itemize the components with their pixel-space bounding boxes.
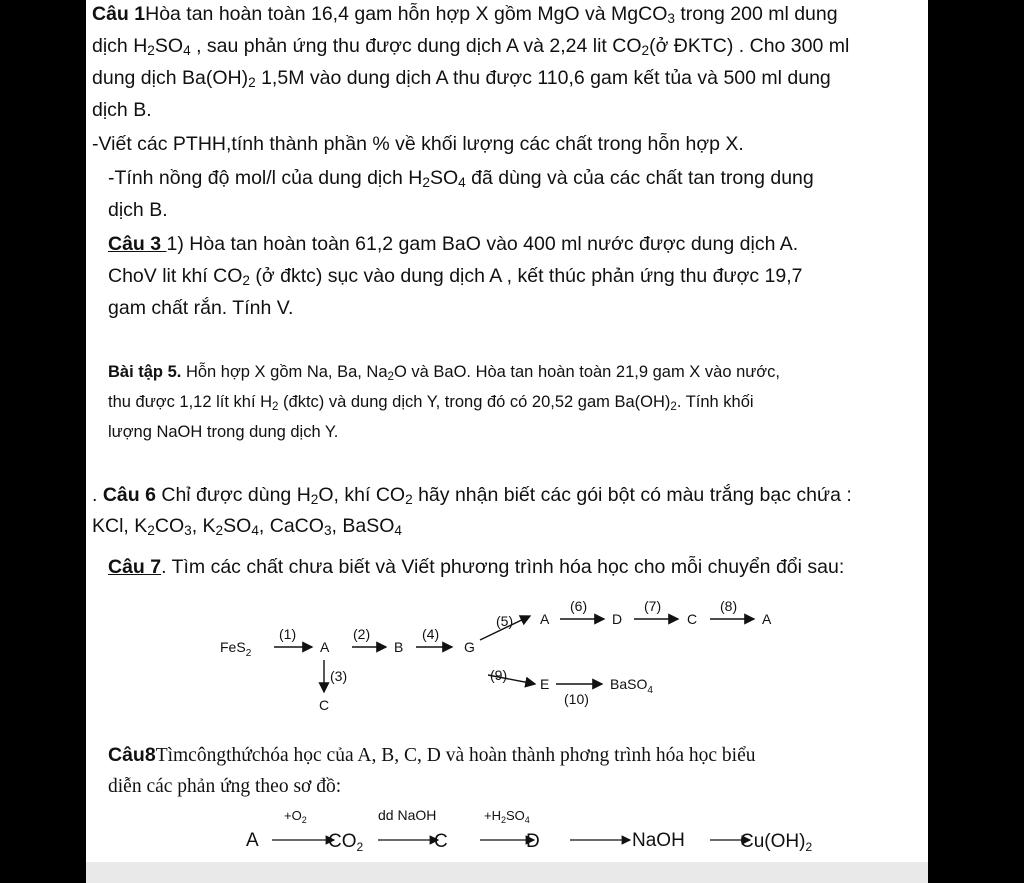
node-cuoh2: $Cu(OH)_2$ [740, 831, 813, 854]
t: , K [191, 515, 216, 537]
sub: 2 [147, 523, 155, 538]
sub: 4 [251, 523, 259, 538]
bt5-line-2 [108, 389, 754, 415]
sub: 2 [405, 492, 413, 507]
q7-line-1 [108, 551, 844, 583]
q1-label: Câu 1 [92, 3, 146, 25]
cond-3: $+H_2SO_4$ [484, 808, 530, 825]
step-3: (3) [330, 668, 348, 684]
t: (ở đktc) sục vào dung dịch A , kết thúc phản ứng thu được 19,7 [249, 265, 803, 287]
node-B: B [394, 639, 404, 655]
node-A: A [246, 830, 259, 851]
node-A-3: A [762, 611, 772, 627]
q1-task-1: -Viết các PTHH,tính thành phần % về khối lượng các chất trong hỗn hợp X. [92, 133, 744, 155]
step-2: (2) [353, 626, 371, 642]
q1-text-1b: trong 200 ml dung [674, 3, 838, 25]
t: , BaSO [331, 515, 395, 537]
node-C: C [434, 831, 448, 852]
t: SO [223, 515, 252, 537]
t: (ở ĐKTC) . Cho 300 ml [649, 35, 850, 57]
node-D: D [526, 831, 540, 852]
t: Chỉ được dùng H [155, 484, 311, 506]
sub: 4 [394, 523, 402, 538]
sub: 2 [670, 401, 677, 413]
q1-line-1 [92, 0, 838, 30]
step-4: (4) [422, 626, 440, 642]
q1-text-1: Hòa tan hoàn toàn 16,4 gam hỗn hợp X gồm MgO và MgCO [145, 3, 668, 25]
q7-label: Câu 7 [108, 556, 162, 578]
sub: 2 [641, 43, 650, 58]
step-9: (9) [490, 667, 508, 683]
q3-line-2 [108, 260, 803, 292]
t: SO [154, 35, 184, 57]
sub: 4 [183, 43, 191, 58]
t: CO [154, 515, 185, 537]
sub: 2 [215, 523, 224, 538]
sub: 2 [272, 401, 279, 413]
step-6: (6) [570, 600, 588, 614]
t: (đktc) và dung dịch Y, trong đó có 20,52 gam Ba(OH) [278, 393, 671, 411]
t: đã dùng và của các chất tan trong dung [465, 167, 814, 189]
step-5: (5) [496, 613, 514, 629]
sub: 2 [242, 273, 250, 288]
sub: 4 [458, 175, 466, 190]
node-G: G [464, 639, 475, 655]
t: , CaCO [258, 515, 324, 537]
q8-line-1 [108, 739, 755, 772]
t: O và BaO. Hòa tan hoàn toàn 21,9 gam X vào nước, [393, 363, 780, 381]
node-naoh: NaOH [632, 830, 685, 851]
sub: 2 [422, 175, 430, 190]
node-C-2: C [687, 611, 698, 627]
node-co2: $CO_2$ [328, 831, 364, 854]
t: KCl, K [92, 515, 148, 537]
step-8: (8) [720, 600, 738, 614]
q1-task-2 [108, 162, 814, 194]
q3-line-1 [108, 228, 798, 260]
bt5-line-3: lượng NaOH trong dung dịch Y. [108, 423, 339, 441]
sub: 2 [248, 75, 256, 90]
cond-1: $+O_2$ [284, 808, 307, 825]
sub: 2 [387, 371, 394, 383]
node-C: C [319, 697, 330, 710]
step-7: (7) [644, 600, 662, 614]
node-baso4: BaSO$_4$ [610, 676, 653, 696]
t: SO [429, 167, 459, 189]
t: hãy nhận biết các gói bột có màu trắng bạc chứa : [412, 484, 852, 506]
sub: 2 [147, 43, 155, 58]
q8-label: Câu8 [108, 744, 156, 766]
q1-line-2 [92, 30, 849, 62]
q3-label: Câu 3 [108, 233, 167, 255]
t: . Tính khối [676, 393, 754, 411]
sub: 3 [184, 523, 192, 538]
t: 1,5M vào dung dịch A thu được 110,6 gam kết tủa và 500 ml dung [255, 67, 831, 89]
q6-line-1 [92, 479, 852, 511]
node-A: A [320, 639, 330, 655]
t: dịch H [92, 35, 148, 57]
bt5-line-1 [108, 359, 780, 385]
node-A-2: A [540, 611, 550, 627]
t: Hỗn hợp X gồm Na, Ba, Na [181, 363, 388, 381]
q8-line-2: diễn các phản ứng theo sơ đồ: [108, 776, 342, 797]
t: . Tìm các chất chưa biết và Viết phương trình hóa học cho mỗi chuyển đổi sau: [161, 556, 845, 578]
step-10: (10) [564, 691, 589, 707]
node-fes2: FeS$_2$ [220, 639, 252, 659]
q1-line-4: dịch B. [92, 99, 152, 121]
t: ChoV lit khí CO [108, 265, 243, 287]
q6-line-2 [92, 510, 402, 542]
q8-reaction-scheme [240, 800, 840, 870]
step-1: (1) [279, 626, 297, 642]
sub: 3 [323, 523, 332, 538]
t: dung dịch Ba(OH) [92, 67, 249, 89]
q1-task-2b: dịch B. [108, 199, 168, 221]
node-E: E [540, 676, 550, 692]
t: Tìmcôngthứchóa học của A, B, C, D và hoàn thành phơng trình hóa học biểu [155, 745, 756, 766]
q7-transformation-diagram [210, 600, 810, 710]
t: O, khí CO [318, 484, 406, 506]
t: -Tính nồng độ mol/l của dung dịch H [108, 167, 423, 189]
q3-line-3: gam chất rắn. Tính V. [108, 297, 294, 319]
sub: 3 [667, 11, 675, 26]
t: 1) Hòa tan hoàn toàn 61,2 gam BaO vào 400 ml nước được dung dịch A. [166, 233, 799, 255]
t: . [92, 484, 103, 506]
sub: 2 [310, 492, 319, 507]
t: , sau phản ứng thu được dung dịch A và 2,24 lit CO [190, 35, 642, 57]
bt5-label: Bài tập 5. [108, 363, 182, 381]
cond-2: dd NaOH [378, 807, 437, 823]
node-D: D [612, 611, 623, 627]
t: thu được 1,12 lít khí H [108, 393, 273, 411]
q1-line-3 [92, 62, 831, 94]
q6-label: Câu 6 [102, 484, 156, 506]
